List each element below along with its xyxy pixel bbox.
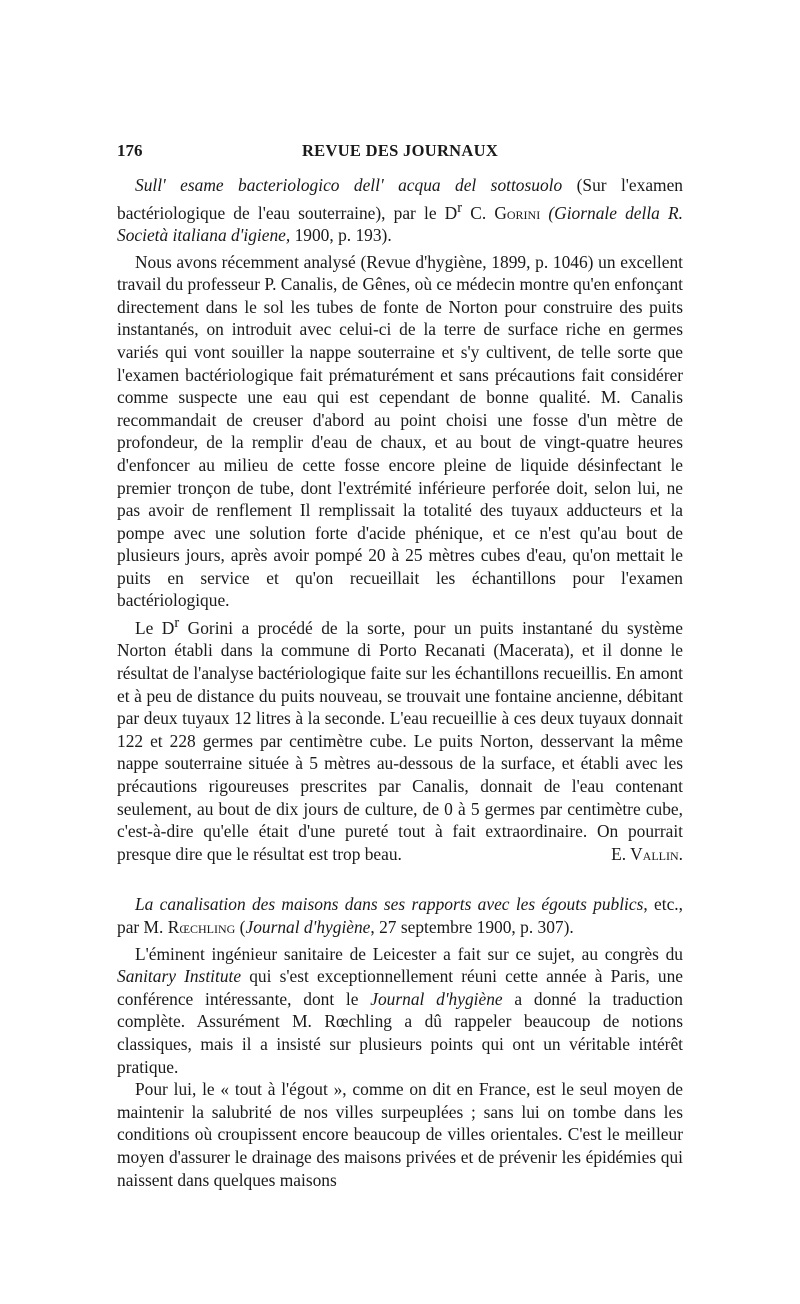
article2-author: Rœchling (167, 917, 236, 937)
article1-paragraph-2 (117, 612, 683, 865)
article1-title-it: Sull' esame bacteriologico dell' acqua del sottosuolo (135, 175, 563, 195)
article1-dr-sup: r (457, 199, 463, 216)
article1-p2-text: Gorini a procédé de la sorte, pour un puits instantané du système Norton établi dans la commune di Porto Recanati (Macerata), et il donne le résultat de l'analyse bactériologique faite sur les échantillons recueillis. En amont et à peu de distance du puits nouveau, se trouvait une fontaine ancienne, débitant par deux tuyaux 12 litres à la seconde. L'eau recueillie à ces deux tuyaux donnait 122 et 228 germes par centimètre cube. Le puits Norton, desservant la même nappe souterraine située à 5 mètres au-dessous de la surface, et établi avec les précautions rigoureuses prescrites par Canalis, donnait de l'eau contenant seulement, au bout de dix jours de culture, de 0 à 5 germes par centimètre cube, c'est-à-dire qu'elle était d'une pureté tout à fait extraordinaire. On pourrait presque dire que le résultat est trop beau. (117, 617, 683, 864)
article1-signature: E. Vallin. (611, 843, 683, 864)
article1-author-prefix: C. (462, 202, 495, 223)
article2-paragraph-2: Pour lui, le « tout à l'égout », comme on dit en France, est le seul moyen de maintenir la salubrité de nos villes surpeuplées ; sans lui on tombe dans les conditions où croupissent encore beaucoup de villes orientales. C'est le meilleur moyen d'assurer le drainage des maisons privées et de prévenir les épidémies qui naissent dans quelques maisons (117, 1079, 683, 1190)
article2-date: , 27 septembre 1900, p. 307). (370, 917, 574, 937)
page-header (117, 140, 683, 166)
article1-citation (117, 174, 683, 247)
article2-mid: , etc., par M. (117, 894, 683, 937)
article1-author: Gorini (494, 202, 541, 223)
section-gap (117, 865, 683, 893)
article2-p1-b: qui s'est exceptionnellement réuni cette année à Paris, une conférence intéressante, dont le (117, 966, 684, 1009)
article1-p2-sup: r (174, 615, 180, 632)
page-number: 176 (117, 141, 143, 160)
article1-date: 1900, p. 193). (290, 224, 392, 245)
article2-title: La canalisation des maisons dans ses rapports avec les égouts publics (135, 894, 644, 915)
article2-citation (117, 893, 683, 938)
article1-title-fr: (Sur l'examen bactériologique de l'eau souterraine), par le D (117, 175, 684, 223)
article1-paragraph-1: Nous avons récemment analysé (Revue d'hygiène, 1899, p. 1046) un excellent travail du professeur P. Canalis, de Gênes, où ce médecin montre qu'en enfonçant directement dans le sol les tubes de fonte de Norton pour construire des puits instantanés, on introduit avec celui-ci de la terre de surface riche en germes variés qui vont souiller la nappe souterraine et s'y cultivent, de telle sorte que l'examen bactériologique fait prématurément et sans précautions fait considérer comme suspecte une eau qui est cependant de bonne qualité. M. Canalis recommandait de creuser d'abord au point choisi une fosse d'un mètre de profondeur, de la remplir d'eau de chaux, et au bout de vingt-quatre heures d'enfoncer au milieu de cette fosse encore pleine de liquide désinfectant le premier tronçon de tube, dont l'extrémité inférieure perforée doit, selon lui, ne pas avoir de renflement Il remplissait la totalité des tuyaux adducteurs et la pompe avec une solution forte d'acide phénique, et ce n'est qu'au bout de plusieurs jours, après avoir pompé 20 à 25 mètres cubes d'eau, qu'on mettait le puits en service et qu'on recueillait les échantillons pour l'examen bactériologique. (117, 251, 683, 611)
article2-p1-a: L'éminent ingénieur sanitaire de Leicester a fait sur ce sujet, au congrès du (135, 943, 683, 964)
article2-source-open: ( (235, 917, 246, 937)
running-title: REVUE DES JOURNAUX (301, 141, 499, 160)
article2-journal: Journal d'hygiène (245, 917, 371, 937)
article1-source: (Giornale della R. Società italiana d'igiene, (117, 202, 683, 245)
article2-p1-em1: Sanitary Institute (117, 966, 242, 987)
article2-paragraph-1 (117, 943, 683, 1079)
journal-page (117, 140, 683, 1191)
article1-p2-start: Le D (135, 617, 175, 638)
article2-p1-em2: Journal d'hygiène (370, 988, 503, 1009)
article2-p1-c: a donné la traduction complète. Assurément M. Rœchling a dû rappeler beaucoup de notions classiques, mais il a insisté sur plusieurs points qui ont un véritable intérêt pratique. (117, 988, 684, 1077)
